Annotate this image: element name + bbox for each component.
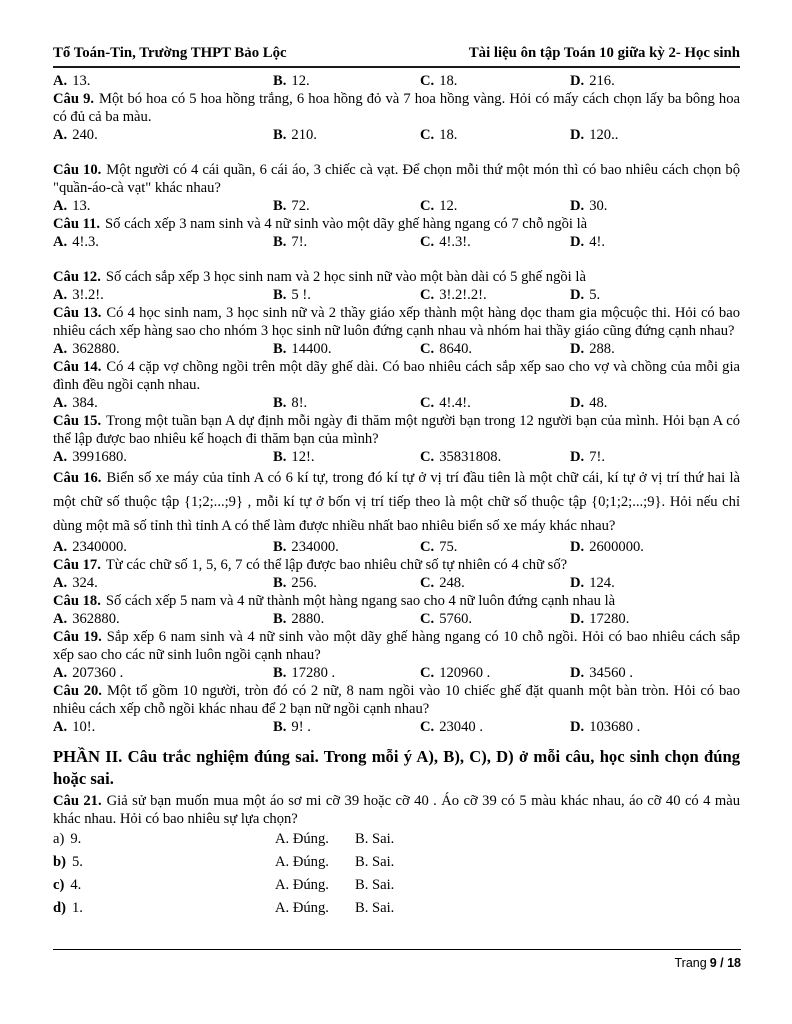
question-text: Có 4 cặp vợ chồng ngồi trên một dãy ghế dài. Có bao nhiêu cách sắp xếp sao cho vợ và chồng của mỗi gia đình đều ngồi cạnh nhau. [53,359,740,393]
answer-row [53,286,740,304]
option-letter: A. [53,287,68,303]
false-option: B. Sai. [355,831,395,847]
option-letter: A. [53,575,68,591]
option-value: 72. [291,198,310,214]
option-value: 5. [589,287,601,303]
option-value: 5 !. [291,287,311,303]
option-letter: D. [570,539,585,555]
question-number: Câu 18. [53,593,101,609]
answer-option [53,197,273,215]
option-letter: A. [53,234,68,250]
answer-option [273,394,420,412]
option-letter: B. [273,341,287,357]
question-9 [53,90,740,144]
answer-option [420,538,570,556]
question-number: Câu 13. [53,305,102,321]
option-letter: C. [420,449,435,465]
question-statement [53,628,740,664]
sub-item-label: d) [53,900,66,916]
option-letter: B. [273,127,287,143]
false-option: B. Sai. [355,854,395,870]
question-statement [53,682,740,718]
option-value: 13. [72,73,91,89]
option-letter: C. [420,395,435,411]
question-text: Số cách sắp xếp 3 học sinh nam và 2 học sinh nữ vào một bàn dài có 5 ghế ngồi là [105,269,586,285]
answer-option [420,448,570,466]
answer-option [570,448,740,466]
option-value: 240. [72,127,98,143]
option-value: 120960 . [439,665,491,681]
option-letter: B. [273,395,287,411]
answer-option [420,233,570,251]
question-statement [53,90,740,126]
answer-option [273,718,420,736]
answer-option [273,197,420,215]
answer-row [53,448,740,466]
answer-option [420,574,570,592]
option-value: 7!. [291,234,308,250]
option-letter: A. [53,719,68,735]
question-statement [53,466,740,538]
answer-row-continued [53,72,740,90]
answer-row [53,233,740,251]
sub-item-value: 1. [71,900,83,916]
answer-option [570,538,740,556]
option-letter: B. [273,449,287,465]
option-value: 4!.3. [72,234,99,250]
option-value: 2340000. [72,539,127,555]
option-letter: A. [53,449,68,465]
option-value: 3!.2!.2!. [439,287,487,303]
option-letter: C. [420,575,435,591]
option-value: 4!. [589,234,606,250]
option-value: 8640. [439,341,473,357]
option-value: 256. [291,575,317,591]
question-number: Câu 16. [53,470,102,486]
option-letter: B. [273,287,287,303]
page-footer [53,949,741,972]
question-number: Câu 9. [53,91,95,107]
sub-item-label: a) [53,831,65,847]
spacer [53,251,740,268]
option-value: 30. [589,198,608,214]
option-letter: B. [273,575,287,591]
sub-item [53,874,275,897]
option-value: 13. [72,198,91,214]
question-statement [53,358,740,394]
answer-row [53,197,740,215]
answer-option [53,610,273,628]
option-letter: C. [420,127,435,143]
option-value: 35831808. [439,449,502,465]
question-text: Trong một tuần bạn A dự định mỗi ngày đi thăm một người bạn trong 12 người bạn của mình. Hỏi bạn A có thể lập được bao nhiêu kế hoạch đi thăm bạn của mình? [53,413,741,447]
answer-option [53,126,273,144]
page-header [53,44,740,68]
true-false-row-b [53,851,740,874]
question-text: Một bó hoa có 5 hoa hồng trắng, 6 hoa hồng đỏ và 7 hoa hồng vàng. Hỏi có mấy cách chọn lấy ba bông hoa có đủ cả ba màu. [53,91,740,125]
question-statement [53,412,740,448]
option-value: 5760. [439,611,473,627]
option-letter: B. [273,198,287,214]
option-letter: A. [53,665,68,681]
question-21 [53,792,740,920]
question-11 [53,215,740,251]
option-value: 18. [439,73,458,89]
option-value: 4!.4!. [439,395,471,411]
answer-option [420,72,570,90]
answer-option [273,574,420,592]
answer-option [273,72,420,90]
option-value: 4!.3!. [439,234,471,250]
answer-option [570,197,740,215]
option-letter: A. [53,539,68,555]
question-number: Câu 21. [53,793,102,809]
answer-option [570,664,740,682]
question-number: Câu 20. [53,683,102,699]
sub-item-value: 9. [70,831,82,847]
answer-row [53,340,740,358]
option-letter: D. [570,73,585,89]
question-statement [53,592,740,610]
answer-row [53,610,740,628]
option-value: 120.. [589,127,619,143]
true-option: A. Đúng. [275,831,329,847]
option-letter: B. [273,719,287,735]
option-value: 324. [72,575,98,591]
answer-option [53,394,273,412]
option-letter: C. [420,198,435,214]
question-text: Có 4 học sinh nam, 3 học sinh nữ và 2 thầy giáo xếp thành một hàng dọc tham gia mộcuộc thi. Hỏi có bao nhiêu cách xếp hàng sao cho nhóm 3 học sinh nữ luôn đứng cạnh nhau và nhóm hai thầy giáo cũng đứng cạnh nhau? [53,305,741,339]
true-false-row-d [53,897,740,920]
answer-row [53,664,740,682]
option-letter: B. [273,73,287,89]
answer-option [273,448,420,466]
question-17 [53,556,740,592]
option-letter: C. [420,73,435,89]
option-value: 384. [72,395,98,411]
option-value: 207360 . [72,665,124,681]
question-number: Câu 11. [53,216,101,232]
answer-option [53,340,273,358]
option-letter: D. [570,719,585,735]
answer-option [570,610,740,628]
question-text: Số cách xếp 3 nam sinh và 4 nữ sinh vào một dãy ghế hàng ngang có 7 chỗ ngồi là [105,216,588,232]
option-letter: A. [53,395,68,411]
answer-option [570,72,740,90]
question-statement [53,268,740,286]
answer-option [420,126,570,144]
sub-item [53,897,275,920]
answer-option [273,538,420,556]
question-18 [53,592,740,628]
sub-item-label: b) [53,854,66,870]
option-letter: D. [570,449,585,465]
question-statement [53,161,740,197]
option-value: 3!.2!. [72,287,104,303]
option-value: 248. [439,575,465,591]
answer-option [420,340,570,358]
part2-heading: PHẦN II. Câu trắc nghiệm đúng sai. Trong mỗi ý A), B), C), D) ở mỗi câu, học sinh chọn đúng hoặc sai. [53,747,740,788]
header-left: Tổ Toán-Tin, Trường THPT Bảo Lộc [53,45,287,61]
question-text: Một tổ gồm 10 người, tròn đó có 2 nữ, 8 nam ngồi vào 10 chiếc ghế đặt quanh một bàn tròn. Hỏi có bao nhiêu cách xếp chỗ ngồi khác nhau để 2 bạn nữ ngồi cạnh nhau? [53,683,741,717]
option-letter: A. [53,611,68,627]
answer-option [420,394,570,412]
option-letter: C. [420,341,435,357]
answer-option [420,664,570,682]
question-number: Câu 12. [53,269,101,285]
option-value: 10!. [72,719,96,735]
option-letter: D. [570,341,585,357]
sub-item [53,851,275,874]
answer-option [53,286,273,304]
question-statement [53,792,740,828]
option-value: 7!. [589,449,606,465]
answer-row [53,538,740,556]
option-value: 23040 . [439,719,483,735]
answer-option [273,610,420,628]
answer-option [273,233,420,251]
option-letter: B. [273,234,287,250]
option-value: 75. [439,539,458,555]
option-value: 34560 . [589,665,633,681]
option-value: 12. [439,198,458,214]
true-option: A. Đúng. [275,877,329,893]
answer-option [420,197,570,215]
option-value: 17280 . [291,665,336,681]
option-letter: B. [273,665,287,681]
question-text: Từ các chữ số 1, 5, 6, 7 có thể lập được bao nhiêu chữ số tự nhiên có 4 chữ số? [105,557,568,573]
option-letter: D. [570,395,585,411]
true-false-row-c [53,874,740,897]
answer-option [53,538,273,556]
answer-option [570,286,740,304]
option-letter: D. [570,287,585,303]
answer-row [53,126,740,144]
option-value: 17280. [589,611,630,627]
option-value: 48. [589,395,608,411]
answer-option [273,340,420,358]
answer-option [570,126,740,144]
option-letter: B. [273,611,287,627]
option-value: 216. [589,73,615,89]
option-letter: C. [420,234,435,250]
question-statement [53,215,740,233]
header-right: Tài liệu ôn tập Toán 10 giữa kỳ 2- Học sinh [468,45,740,61]
question-text: Giả sử bạn muốn mua một áo sơ mi cỡ 39 hoặc cỡ 40 . Áo cỡ 39 có 5 màu khác nhau, áo cỡ 40 có 4 màu khác nhau. Hỏi có bao nhiêu sự lựa chọn? [53,793,741,827]
option-letter: A. [53,127,68,143]
footer-label: Trang [674,956,707,970]
option-value: 288. [589,341,615,357]
option-letter: D. [570,611,585,627]
option-letter: D. [570,575,585,591]
answer-option [570,394,740,412]
option-value: 210. [291,127,317,143]
answer-option [53,664,273,682]
answer-row [53,718,740,736]
answer-option [53,448,273,466]
question-statement [53,556,740,574]
true-option: A. Đúng. [275,854,329,870]
option-value: 3991680. [72,449,127,465]
option-value: 2880. [291,611,325,627]
page-number: 9 / 18 [709,956,741,970]
answer-option [53,72,273,90]
option-letter: D. [570,198,585,214]
answer-option [570,340,740,358]
question-13 [53,304,740,358]
true-false-row-a [53,828,740,851]
answer-option [420,286,570,304]
answer-row [53,574,740,592]
option-value: 14400. [291,341,332,357]
answer-option [570,574,740,592]
answer-option [53,233,273,251]
option-value: 362880. [72,341,120,357]
option-value: 2600000. [589,539,644,555]
option-letter: D. [570,665,585,681]
question-number: Câu 19. [53,629,102,645]
question-text: Một người có 4 cái quần, 6 cái áo, 3 chiếc cà vạt. Để chọn mỗi thứ một món thì có bao nhiêu cách chọn bộ "quần-áo-cà vạt" khác nhau? [53,162,741,196]
option-letter: D. [570,234,585,250]
question-statement [53,304,740,340]
option-value: 12!. [291,449,315,465]
question-number: Câu 17. [53,557,101,573]
option-value: 12. [291,73,310,89]
false-option: B. Sai. [355,877,395,893]
sub-item-value: 5. [71,854,83,870]
question-number: Câu 15. [53,413,102,429]
option-letter: C. [420,665,435,681]
option-value: 234000. [291,539,339,555]
answer-option [420,610,570,628]
option-value: 9! . [291,719,311,735]
question-number: Câu 10. [53,162,102,178]
question-12 [53,268,740,304]
question-16 [53,466,740,556]
answer-option [570,233,740,251]
question-19 [53,628,740,682]
option-letter: A. [53,73,68,89]
option-letter: C. [420,539,435,555]
sub-item [53,828,275,851]
question-14 [53,358,740,412]
question-text: Sắp xếp 6 nam sinh và 4 nữ sinh vào một dãy ghế hàng ngang có 10 chỗ ngồi. Hỏi có bao nhiêu cách sắp xếp sao cho các nữ sinh luôn ngồi cạnh nhau? [53,629,740,663]
question-15 [53,412,740,466]
question-text: Số cách xếp 5 nam và 4 nữ thành một hàng ngang sao cho 4 nữ luôn đứng cạnh nhau là [105,593,616,609]
option-letter: A. [53,198,68,214]
option-value: 8!. [291,395,308,411]
option-letter: C. [420,611,435,627]
answer-option [420,718,570,736]
answer-row [53,394,740,412]
answer-option [273,286,420,304]
option-letter: A. [53,341,68,357]
option-letter: D. [570,127,585,143]
question-text: Biển số xe máy của tỉnh A có 6 kí tự, trong đó kí tự ở vị trí đầu tiên là một chữ cái, kí tự ở vị trí thứ hai là một chữ số thuộc tập {1;2;...;9} , mỗi kí tự ở bốn vị trí tiếp theo là một chữ số thuộc tập {0;1;2;...;9}. Hỏi nếu chỉ dùng một mã số tỉnh thì tỉnh A có thể làm được nhiều nhất bao nhiêu biển số xe máy khác nhau? [53,470,741,534]
option-value: 124. [589,575,615,591]
true-option: A. Đúng. [275,900,329,916]
option-letter: C. [420,287,435,303]
spacer [53,144,740,161]
option-value: 18. [439,127,458,143]
answer-option [273,126,420,144]
question-20 [53,682,740,736]
option-letter: C. [420,719,435,735]
question-number: Câu 14. [53,359,102,375]
sub-item-value: 4. [70,877,82,893]
option-value: 103680 . [589,719,641,735]
option-value: 362880. [72,611,120,627]
answer-option [53,574,273,592]
answer-option [53,718,273,736]
false-option: B. Sai. [355,900,395,916]
option-letter: B. [273,539,287,555]
answer-option [273,664,420,682]
question-10 [53,161,740,215]
answer-option [570,718,740,736]
sub-item-label: c) [53,877,65,893]
